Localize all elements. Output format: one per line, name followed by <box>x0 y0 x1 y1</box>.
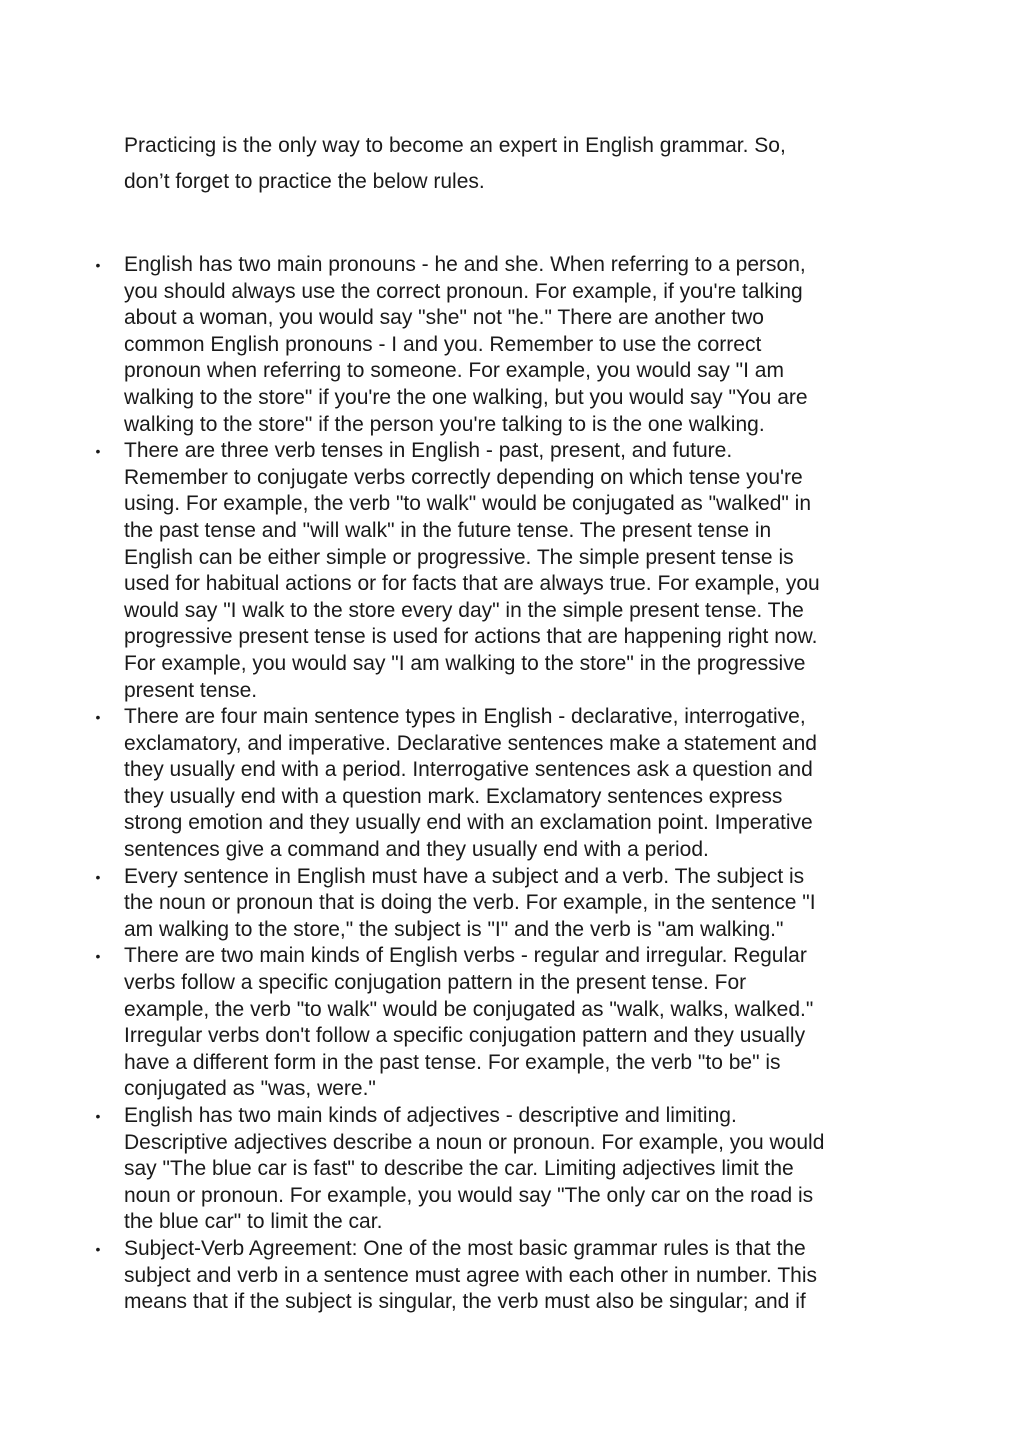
rule-line: verbs follow a specific conjugation pattern in the present tense. For <box>124 971 747 995</box>
rule-line: say "The blue car is fast" to describe the car. Limiting adjectives limit the <box>124 1157 794 1181</box>
list-item <box>95 1103 914 1236</box>
intro-line: Practicing is the only way to become an expert in English grammar. So, <box>124 134 786 157</box>
rule-line: conjugated as "was, were." <box>124 1077 376 1101</box>
rule-line: sentences give a command and they usually end with a period. <box>124 838 709 862</box>
rule-line: exclamatory, and imperative. Declarative sentences make a statement and <box>124 731 817 755</box>
rule-line: progressive present tense is used for actions that are happening right now. <box>124 625 818 649</box>
list-item <box>95 704 914 864</box>
bullet-icon: • <box>95 257 101 273</box>
rule-line: Descriptive adjectives describe a noun or pronoun. For example, you would <box>124 1130 825 1154</box>
rule-line: would say "I walk to the store every day" in the simple present tense. The <box>124 598 804 622</box>
rule-line: noun or pronoun. For example, you would say "The only car on the road is <box>124 1183 814 1207</box>
rule-line: pronoun when referring to someone. For example, you would say "I am <box>124 359 784 383</box>
list-item <box>95 864 914 944</box>
rule-line: Every sentence in English must have a subject and a verb. The subject is <box>124 864 805 888</box>
rule-line: you should always use the correct pronoun. For example, if you're talking <box>124 279 803 303</box>
rule-line: English has two main kinds of adjectives - descriptive and limiting. <box>124 1104 737 1127</box>
bullet-icon: • <box>95 709 101 726</box>
rule-line: There are four main sentence types in English - declarative, interrogative, <box>124 705 806 729</box>
rule-line: the blue car" to limit the car. <box>124 1210 383 1234</box>
rule-line: using. For example, the verb "to walk" would be conjugated as "walked" in <box>124 492 812 516</box>
rule-line: walking to the store" if you're the one walking, but you would say "You are <box>124 385 808 409</box>
list-item <box>95 1236 914 1316</box>
grammar-rules-list <box>95 252 914 1316</box>
rule-line: English has two main pronouns - he and she. When referring to a person, <box>124 253 806 276</box>
rule-line: used for habitual actions or for facts that are always true. For example, you <box>124 572 820 596</box>
rule-line: example, the verb "to walk" would be conjugated as "walk, walks, walked." <box>124 997 814 1021</box>
intro-line: don’t forget to practice the below rules. <box>124 170 485 193</box>
rule-line: Remember to conjugate verbs correctly depending on which tense you're <box>124 465 803 489</box>
list-item <box>95 252 914 438</box>
bullet-icon: • <box>95 948 101 965</box>
rule-line: strong emotion and they usually end with an exclamation point. Imperative <box>124 811 813 835</box>
rule-line: walking to the store" if the person you're talking to is the one walking. <box>124 412 765 436</box>
rule-line: subject and verb in a sentence must agree with each other in number. This <box>124 1263 818 1287</box>
bullet-icon: • <box>95 868 101 885</box>
rule-line: means that if the subject is singular, the verb must also be singular; and if <box>124 1290 806 1314</box>
bullet-icon: • <box>95 1108 101 1124</box>
rule-line: the noun or pronoun that is doing the verb. For example, in the sentence "I <box>124 891 816 915</box>
rule-line: There are three verb tenses in English - past, present, and future. <box>124 439 733 463</box>
rule-line: common English pronouns - I and you. Remember to use the correct <box>124 332 762 356</box>
rule-line: Subject-Verb Agreement: One of the most basic grammar rules is that the <box>124 1236 806 1260</box>
rule-line: present tense. <box>124 678 258 702</box>
rule-line: For example, you would say "I am walking to the store" in the progressive <box>124 651 806 675</box>
list-item <box>95 438 914 704</box>
rule-line: about a woman, you would say "she" not "he." There are another two <box>124 306 764 330</box>
rule-line: have a different form in the past tense. For example, the verb "to be" is <box>124 1050 781 1074</box>
list-item <box>95 943 914 1103</box>
rule-line: am walking to the store," the subject is "I" and the verb is "am walking." <box>124 917 784 941</box>
rule-line: Irregular verbs don't follow a specific conjugation pattern and they usually <box>124 1024 806 1048</box>
rule-line: the past tense and "will walk" in the future tense. The present tense in <box>124 518 772 542</box>
rule-line: English can be either simple or progressive. The simple present tense is <box>124 545 794 569</box>
bullet-icon: • <box>95 1240 101 1257</box>
bullet-icon: • <box>95 443 101 460</box>
rule-line: There are two main kinds of English verbs - regular and irregular. Regular <box>124 944 807 968</box>
intro-paragraph <box>124 128 914 200</box>
rule-line: they usually end with a question mark. Exclamatory sentences express <box>124 784 783 808</box>
rule-line: they usually end with a period. Interrogative sentences ask a question and <box>124 758 813 782</box>
